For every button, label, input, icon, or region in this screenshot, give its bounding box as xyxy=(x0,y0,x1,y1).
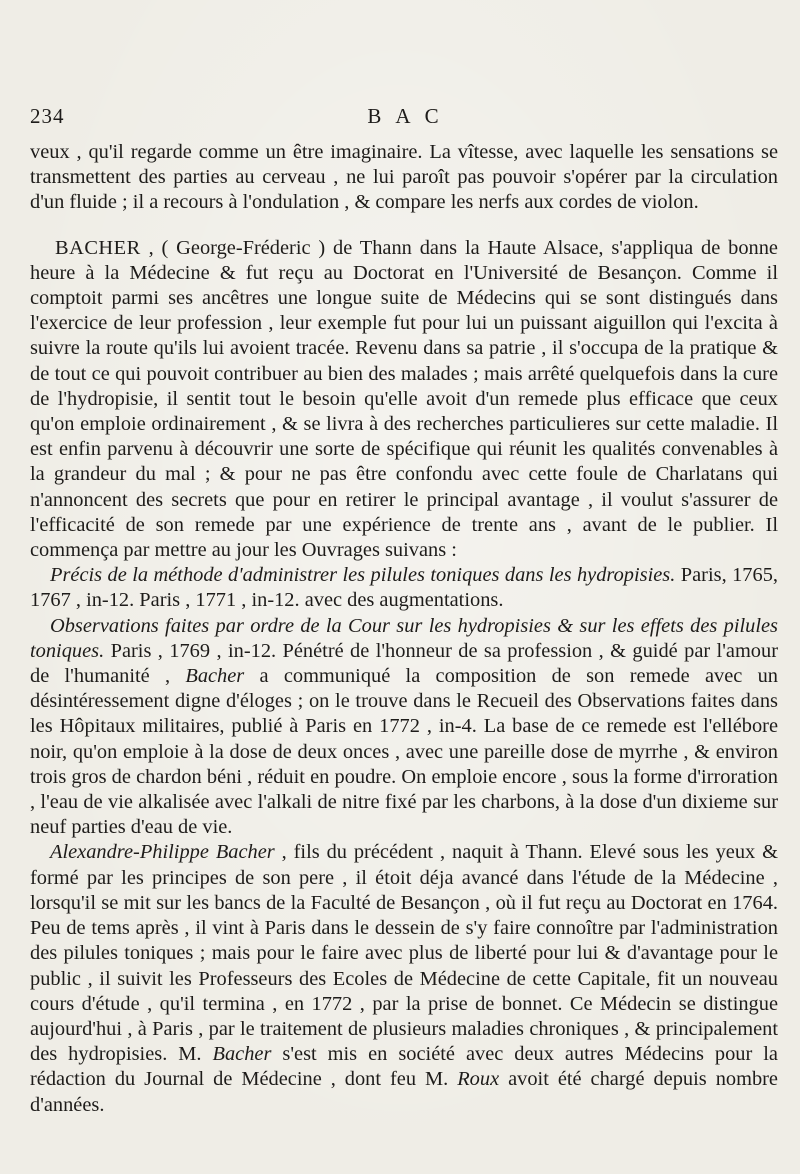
continuation-paragraph: veux , qu'il regarde comme un être imaginaire. La vîtesse, avec laquelle les sensations se transmettent des parties au cerveau , ne lui paroît pas pouvoir s'opérer par la circulation d'un fluide ; il a recours à l'ondulation , & compare les nerfs aux cordes de violon. xyxy=(30,141,778,214)
entry-text: avoit été chargé depuis nombre d'années. xyxy=(30,1068,778,1116)
work-imprint: Paris, 1765, 1767 , in-12. Paris , 1771 , in-12. avec des augmentations. xyxy=(30,564,778,612)
work-text: a communiqué la composition de son remede avec un désintéressement digne d'éloges ; on le trouve dans le Recueil des Observations faites dans les Hôpitaux militaires, publié à Paris en 1772 , in-4. La base de ce remede est l'ellébore noir, qu'on emploie à la dose de deux onces , avec une pareille dose de myrrhe , & environ trois gros de chardon béni , réduit en poudre. On emploie encore , sous la forme d'irroration , l'eau de vie alkalisée avec l'alkali de nitre fixé par les charbons, à la dose d'un dixieme sur neuf parties d'eau de vie. xyxy=(30,665,778,839)
entry-bacher-alexandre-philippe xyxy=(30,840,778,1117)
entry-text: , fils du précédent , naquit à Thann. Elevé sous les yeux & formé par les principes de son pere , il étoit déja avancé dans l'étude de la Médecine , lorsqu'il se mit sur les bancs de la Faculté de Besançon , où il fut reçu au Doctorat en 1764. Peu de tems après , il vint à Paris dans le dessein de s'y faire connoître par l'administration des pilules toniques ; mais pour le faire avec plus de liberté pour lui & d'avantage pour le public , il suivit les Professeurs des Ecoles de Médecine de cette Capitale, fit un nouveau cours d'étude , qu'il termina , en 1772 , par la prise de bonnet. Ce Médecin se distingue aujourd'hui , à Paris , par le traitement de plusieurs maladies chroniques , & principalement des hydropisies. M. xyxy=(30,841,778,1066)
work-title: Observations faites par ordre de la Cour sur les hydropisies & sur les effets des pilules toniques. xyxy=(30,614,778,662)
page-header xyxy=(30,104,790,134)
running-head: BAC xyxy=(367,104,453,128)
work-entry-observations xyxy=(30,614,778,841)
page-body xyxy=(30,140,778,1118)
author-name: Bacher xyxy=(185,665,245,688)
author-name: Bacher xyxy=(212,1043,272,1066)
entry-text: s'est mis en société avec deux autres Médecins pour la rédaction du Journal de Médecine , dont feu M. xyxy=(30,1043,778,1091)
person-name: Roux xyxy=(457,1068,500,1091)
work-title: Précis de la méthode d'administrer les pilules toniques dans les hydropisies. xyxy=(50,564,676,587)
work-entry-precis xyxy=(30,563,778,613)
page-number: 234 xyxy=(30,104,65,128)
entry-headword: Alexandre-Philippe Bacher xyxy=(50,841,275,864)
entry-bacher-george-frederic xyxy=(30,236,778,564)
entry-text: , ( George-Fréderic ) de Thann dans la Haute Alsace, s'appliqua de bonne heure à la Médecine & fut reçu au Doctorat en l'Université de Besançon. Comme il comptoit parmi ses ancêtres une longue suite de Médecins qui se sont distingués dans l'exercice de leur profession , leur exemple fut pour lui un puissant aiguillon qui l'excita à suivre la route qu'ils lui avoient tracée. Revenu dans sa patrie , il s'occupa de la pratique & de tout ce qui pouvoit contribuer au bien des malades ; mais arrêté quelquefois dans la cure de l'hydropisie, il sentit tout le besoin qu'elle avoit d'un remede plus efficace que ceux qu'on emploie ordinairement , & se livra à des recherches particulieres sur cette maladie. Il est enfin parvenu à découvrir une sorte de spécifique qui réunit les qualités convenables à la grandeur du mal ; & pour ne pas être confondu avec cette foule de Charlatans qui n'annoncent des secrets que pour en retirer le principal avantage , il voulut s'assurer de l'efficacité de son remede par une expérience de trente ans , avant de le publier. Il commença par mettre au jour les Ouvrages suivans : xyxy=(30,236,778,562)
entry-headword: BACHER xyxy=(55,236,141,259)
work-imprint: Paris , 1769 , in-12. Pénétré de l'honneur de sa profession , & guidé par l'amour de l'humanité , xyxy=(30,639,778,688)
